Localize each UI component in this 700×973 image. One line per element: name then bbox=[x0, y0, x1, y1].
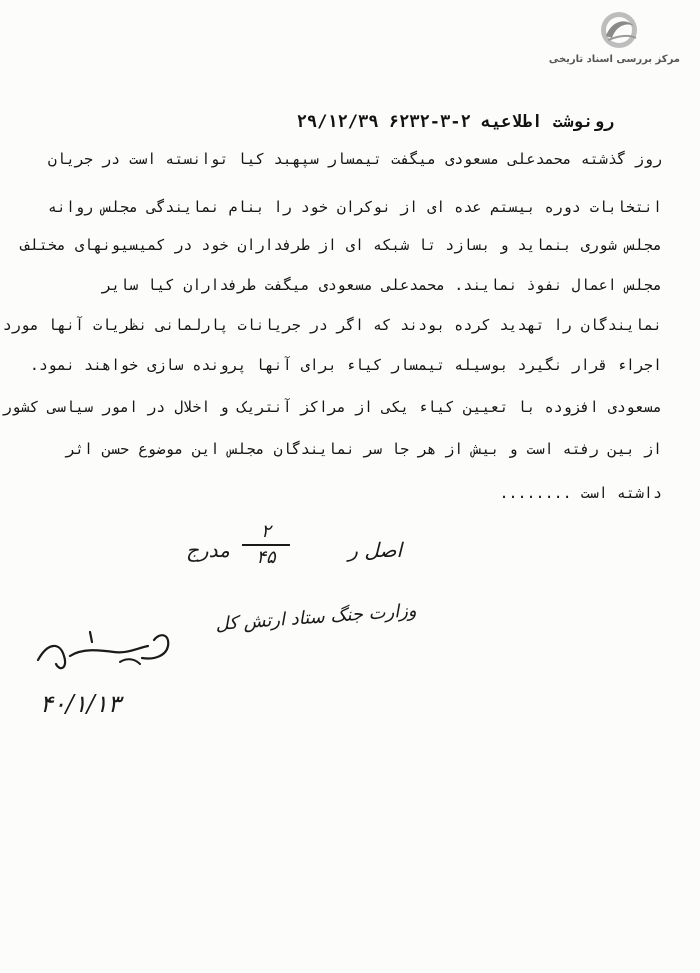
handwritten-date: ۴۰/۱/۱۳ bbox=[40, 690, 121, 718]
body-line-5: نمایندگان را تهدید کرده بودند که اگر در جریانات پارلمانی نظریات آنها مورد bbox=[2, 316, 662, 334]
body-line-8: از بین رفته است و بیش از هر جا سر نمایندگان مجلس این موضوع حسن اثر bbox=[65, 440, 662, 458]
body-line-9: داشته است ........ bbox=[499, 484, 662, 502]
handwritten-asl: اصل ر bbox=[348, 538, 402, 562]
handwritten-fraction bbox=[238, 522, 294, 568]
body-line-7: مسعودی افزوده با تعیین کیاء یکی از مراکز آنتریک و اخلال در امور سیاسی کشور bbox=[2, 398, 662, 416]
archive-logo-text: مرکز بررسی اسناد تاریخی bbox=[548, 54, 680, 65]
handwritten-signature bbox=[30, 612, 190, 692]
body-line-1: روز گذشته محمدعلی مسعودی میگفت تیمسار سپهبد کیا توانسته است در جریان bbox=[47, 150, 662, 168]
fraction-bar bbox=[242, 544, 290, 546]
archive-logo bbox=[512, 10, 682, 70]
fraction-numerator: ۲ bbox=[261, 521, 271, 542]
handwritten-note: وزارت جنگ ستاد ارتش کل bbox=[214, 600, 417, 636]
reference-line: رونوشت اطلاعیه ۲-۳-۶۲۳۲ ۲۹/۱۲/۳۹ bbox=[296, 112, 614, 132]
fraction-denominator: ۴۵ bbox=[256, 547, 276, 568]
handwritten-word: مدرج bbox=[186, 538, 230, 562]
body-line-2: انتخابات دوره بیستم عده ای از نوکران خود را بنام نمایندگی مجلس روانه bbox=[47, 198, 662, 216]
body-line-6: اجراء قرار نگیرد بوسیله تیمسار کیاء برای آنها پرونده سازی خواهند نمود. bbox=[29, 356, 662, 374]
body-line-3: مجلس شوری بنماید و بسازد تا شبکه ای از طرفداران خود در کمیسیونهای مختلف bbox=[20, 236, 662, 254]
body-line-4: مجلس اعمال نفوذ نمایند. محمدعلی مسعودی میگفت طرفداران کیا سایر bbox=[102, 276, 662, 294]
archive-logo-icon bbox=[596, 10, 642, 50]
